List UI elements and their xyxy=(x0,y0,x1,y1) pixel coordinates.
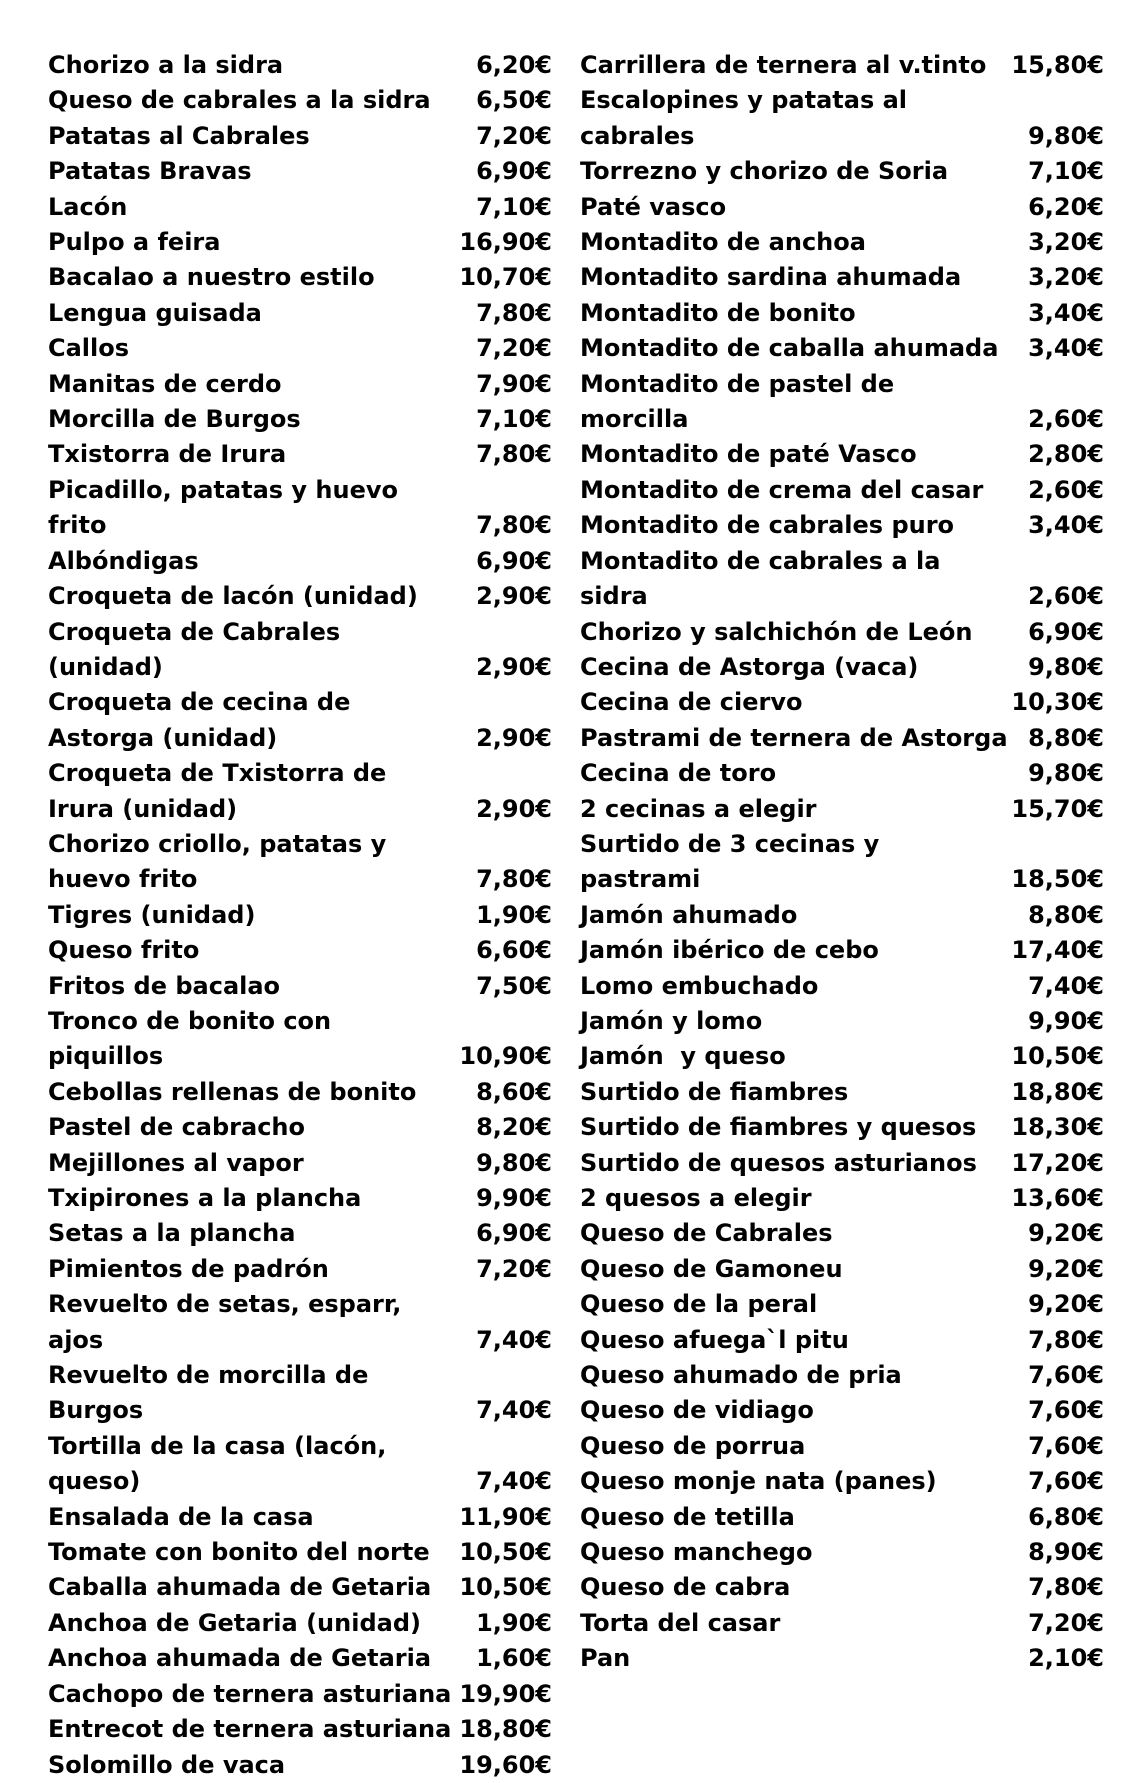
menu-item-name: Chorizo criollo, patatas y huevo frito xyxy=(48,829,387,894)
menu-item xyxy=(48,579,552,614)
menu-item xyxy=(580,1464,1104,1499)
menu-item xyxy=(580,1181,1104,1216)
menu-item-name: Fritos de bacalao xyxy=(48,971,281,1000)
menu-item-name: Txipirones a la plancha xyxy=(48,1184,362,1212)
menu-item xyxy=(48,756,552,827)
menu-item-name: Anchoa ahumada de Getaria xyxy=(48,1644,432,1673)
menu-item-price: 7,20€ xyxy=(476,1254,552,1283)
menu-item-name: Anchoa de Getaria (unidad) xyxy=(48,1608,421,1637)
menu-item xyxy=(580,792,1104,827)
menu-item xyxy=(48,827,552,898)
menu-item xyxy=(580,48,1104,83)
menu-item-price: 8,60€ xyxy=(476,1077,552,1106)
menu-item-price: 9,80€ xyxy=(1028,121,1104,150)
menu-item-price: 7,80€ xyxy=(476,440,552,469)
menu-item xyxy=(580,83,1104,154)
menu-item-name: Solomillo de vaca xyxy=(48,1750,286,1779)
menu-item xyxy=(48,1181,552,1216)
menu-item-name: Queso de tetilla xyxy=(580,1502,795,1531)
menu-item xyxy=(580,1606,1104,1641)
menu-item xyxy=(48,1075,552,1110)
menu-item-name: Morcilla de Burgos xyxy=(48,405,301,434)
menu-item-price: 15,70€ xyxy=(1011,794,1104,823)
menu-item-name: Chorizo a la sidra xyxy=(48,51,284,79)
menu-item-name: Croqueta de Cabrales (unidad) xyxy=(48,617,349,681)
menu-item xyxy=(580,473,1104,508)
menu-item xyxy=(48,1570,552,1605)
menu-item-name: Montadito de cabrales a la sidra xyxy=(580,546,949,611)
menu-item xyxy=(580,190,1104,225)
menu-item-name: Tortilla de la casa (lacón, queso) xyxy=(48,1431,395,1496)
menu-item-name: Montadito sardina ahumada xyxy=(580,263,962,292)
menu-column-left xyxy=(48,48,552,1783)
menu-item-name: Surtido de fiambres xyxy=(580,1077,849,1106)
menu-item xyxy=(580,367,1104,438)
menu-item-price: 7,80€ xyxy=(1028,1573,1104,1602)
menu-item xyxy=(580,1393,1104,1428)
menu-item-name: Paté vasco xyxy=(580,192,727,221)
menu-item-name: Lomo embuchado xyxy=(580,971,819,1000)
menu-item xyxy=(580,225,1104,260)
menu-item-price: 6,90€ xyxy=(476,157,552,186)
menu-item xyxy=(580,615,1104,650)
menu-item-name: Montadito de cabrales puro xyxy=(580,511,955,540)
menu-item-price: 2,90€ xyxy=(476,652,552,681)
menu-item xyxy=(48,685,552,756)
menu-item-price: 7,10€ xyxy=(476,192,552,221)
menu-item xyxy=(48,83,552,118)
menu-item xyxy=(48,437,552,472)
menu-item-price: 9,80€ xyxy=(476,1148,552,1177)
menu-item xyxy=(48,225,552,260)
menu-item-name: Pan xyxy=(580,1644,631,1673)
menu-item-name: Entrecot de ternera asturiana xyxy=(48,1715,452,1744)
menu-item xyxy=(580,508,1104,543)
menu-item-name: Queso monje nata (panes) xyxy=(580,1467,937,1496)
menu-item-name: Cecina de Astorga (vaca) xyxy=(580,652,919,681)
menu-item-price: 3,40€ xyxy=(1028,298,1104,327)
menu-item-price: 7,60€ xyxy=(1028,1431,1104,1460)
menu-item-name: Pulpo a feira xyxy=(48,228,221,257)
menu-item-name: Jamón ibérico de cebo xyxy=(580,936,879,965)
menu-item-name: Chorizo y salchichón de León xyxy=(580,617,973,646)
menu-item-name: Queso de cabrales a la sidra xyxy=(48,86,431,115)
menu-item xyxy=(48,1358,552,1429)
menu-item xyxy=(580,721,1104,756)
menu-item xyxy=(580,756,1104,791)
menu-item xyxy=(580,898,1104,933)
menu-item xyxy=(580,1429,1104,1464)
menu-item-price: 8,80€ xyxy=(1028,900,1104,929)
menu-item-price: 7,10€ xyxy=(1028,157,1104,186)
menu-item-price: 2,60€ xyxy=(1028,405,1104,434)
menu-item-price: 3,40€ xyxy=(1028,334,1104,363)
menu-item-price: 8,80€ xyxy=(1028,723,1104,752)
menu-item xyxy=(48,296,552,331)
menu-item-price: 19,90€ xyxy=(459,1679,552,1708)
menu-item-price: 18,80€ xyxy=(459,1715,552,1744)
menu-item-price: 9,20€ xyxy=(1028,1219,1104,1248)
menu-item-name: Cebollas rellenas de bonito xyxy=(48,1077,417,1106)
menu-item xyxy=(48,1748,552,1783)
menu-item-price: 11,90€ xyxy=(459,1502,552,1531)
menu-item-name: Tronco de bonito con piquillos xyxy=(48,1006,340,1071)
menu-item-price: 7,40€ xyxy=(1028,971,1104,1000)
menu-item-name: Montadito de bonito xyxy=(580,298,856,327)
menu-item xyxy=(48,1004,552,1075)
menu-item-price: 3,20€ xyxy=(1028,228,1104,257)
menu-item-price: 10,50€ xyxy=(459,1573,552,1602)
menu-item-name: Mejillones al vapor xyxy=(48,1148,304,1177)
menu-item-price: 15,80€ xyxy=(1011,51,1104,79)
menu-item-price: 2,80€ xyxy=(1028,440,1104,469)
menu-item-price: 18,50€ xyxy=(1011,865,1104,894)
menu-item-price: 7,80€ xyxy=(476,865,552,894)
menu-item xyxy=(580,827,1104,898)
menu-item-price: 18,30€ xyxy=(1011,1113,1104,1142)
menu-item-price: 6,80€ xyxy=(1028,1502,1104,1531)
menu-item-name: Croqueta de Txistorra de Irura (unidad) xyxy=(48,759,387,823)
menu-item-name: Callos xyxy=(48,334,130,363)
menu-item-price: 9,90€ xyxy=(476,1184,552,1212)
menu-item-name: Picadillo, patatas y huevo frito xyxy=(48,475,407,540)
menu-item-price: 7,80€ xyxy=(476,298,552,327)
menu-item xyxy=(580,969,1104,1004)
menu-item xyxy=(580,260,1104,295)
menu-item xyxy=(48,544,552,579)
menu-item-name: Tigres (unidad) xyxy=(48,900,256,929)
menu-item-name: Txistorra de Irura xyxy=(48,440,287,469)
menu-item xyxy=(580,1358,1104,1393)
menu-item xyxy=(580,1004,1104,1039)
menu-item xyxy=(580,154,1104,189)
menu-item-price: 8,90€ xyxy=(1028,1538,1104,1567)
menu-item-price: 3,20€ xyxy=(1028,263,1104,292)
menu-item-name: Surtido de 3 cecinas y pastrami xyxy=(580,829,888,894)
menu-item-name: Queso afuega`l pitu xyxy=(580,1325,849,1354)
menu-item-name: Tomate con bonito del norte xyxy=(48,1538,430,1567)
menu-item xyxy=(48,1110,552,1145)
menu-item xyxy=(48,1677,552,1712)
menu-item xyxy=(48,260,552,295)
menu-item-price: 2,10€ xyxy=(1028,1644,1104,1673)
menu-item-name: Patatas Bravas xyxy=(48,157,252,186)
menu-item xyxy=(580,1216,1104,1251)
menu-item-price: 18,80€ xyxy=(1011,1077,1104,1106)
menu-item-price: 19,60€ xyxy=(459,1750,552,1779)
menu-item-price: 9,80€ xyxy=(1028,652,1104,681)
menu-item-name: Lacón xyxy=(48,192,128,221)
menu-item xyxy=(48,119,552,154)
menu-item-name: Cachopo de ternera asturiana xyxy=(48,1679,452,1708)
menu-item-price: 7,20€ xyxy=(476,121,552,150)
menu-item-name: Setas a la plancha xyxy=(48,1219,296,1248)
menu-item-price: 6,90€ xyxy=(1028,617,1104,646)
menu-item-price: 2,60€ xyxy=(1028,475,1104,504)
menu-item-name: Surtido de quesos asturianos xyxy=(580,1148,977,1177)
menu-item-name: Montadito de caballa ahumada xyxy=(580,334,999,363)
menu-item-price: 9,90€ xyxy=(1028,1006,1104,1035)
menu-item-name: Lengua guisada xyxy=(48,298,262,327)
menu-item xyxy=(48,615,552,686)
menu-item-price: 10,70€ xyxy=(459,263,552,292)
menu-item-price: 10,30€ xyxy=(1011,688,1104,717)
menu-item xyxy=(48,1252,552,1287)
menu-item-name: Queso ahumado de pria xyxy=(580,1361,902,1390)
menu-item xyxy=(48,969,552,1004)
menu-item-price: 2,90€ xyxy=(476,794,552,823)
menu-item-price: 7,80€ xyxy=(1028,1325,1104,1354)
menu-item-price: 1,90€ xyxy=(476,1608,552,1637)
menu-item-price: 1,60€ xyxy=(476,1644,552,1673)
menu-item xyxy=(580,1535,1104,1570)
menu-item xyxy=(580,1323,1104,1358)
menu-item-name: Torta del casar xyxy=(580,1608,781,1637)
menu-item xyxy=(580,1146,1104,1181)
menu-item-name: Caballa ahumada de Getaria xyxy=(48,1573,432,1602)
menu-item-name: Escalopines y patatas al cabrales xyxy=(580,86,916,150)
menu-item-price: 10,90€ xyxy=(459,1042,552,1071)
menu-item-name: Queso de cabra xyxy=(580,1573,791,1602)
menu-item-price: 13,60€ xyxy=(1011,1184,1104,1212)
menu-item-name: Ensalada de la casa xyxy=(48,1502,314,1531)
menu-item xyxy=(48,1146,552,1181)
menu-item-price: 9,20€ xyxy=(1028,1254,1104,1283)
menu-item-price: 16,90€ xyxy=(459,228,552,257)
menu-column-right xyxy=(580,48,1104,1783)
menu-item xyxy=(48,898,552,933)
menu-item-name: 2 cecinas a elegir xyxy=(580,794,817,823)
menu-item xyxy=(48,48,552,83)
menu-item-name: Queso de la peral xyxy=(580,1290,818,1319)
menu-item-price: 9,20€ xyxy=(1028,1290,1104,1319)
menu-item-name: Cecina de toro xyxy=(580,759,777,788)
menu-item-price: 2,90€ xyxy=(476,582,552,611)
menu-item-price: 7,20€ xyxy=(476,334,552,363)
menu-item-price: 17,40€ xyxy=(1011,936,1104,965)
menu-item xyxy=(580,1570,1104,1605)
menu-item xyxy=(580,1039,1104,1074)
menu-item-name: Montadito de anchoa xyxy=(580,228,866,257)
menu-item-price: 6,90€ xyxy=(476,1219,552,1248)
menu-item xyxy=(48,1429,552,1500)
menu-item xyxy=(48,1606,552,1641)
menu-item-name: Bacalao a nuestro estilo xyxy=(48,263,375,292)
menu-item xyxy=(48,473,552,544)
menu-item-name: Carrillera de ternera al v.tinto xyxy=(580,51,987,79)
menu-item xyxy=(48,1287,552,1358)
menu-item xyxy=(48,190,552,225)
menu-item xyxy=(580,1500,1104,1535)
menu-item-price: 3,40€ xyxy=(1028,511,1104,540)
menu-item xyxy=(48,402,552,437)
menu-item xyxy=(48,331,552,366)
menu-item xyxy=(48,1641,552,1676)
menu-page xyxy=(48,48,1104,1783)
menu-item xyxy=(580,650,1104,685)
menu-item-price: 7,40€ xyxy=(476,1467,552,1496)
menu-item-name: Surtido de fiambres y quesos xyxy=(580,1113,977,1142)
menu-item-name: Jamón ahumado xyxy=(580,900,798,929)
menu-item-name: Pastel de cabracho xyxy=(48,1113,306,1142)
menu-item-price: 2,60€ xyxy=(1028,582,1104,611)
menu-item xyxy=(48,1500,552,1535)
menu-item xyxy=(580,544,1104,615)
menu-item-price: 7,40€ xyxy=(476,1325,552,1354)
menu-item xyxy=(48,367,552,402)
menu-item xyxy=(48,933,552,968)
menu-item-name: Jamón y queso xyxy=(580,1042,786,1071)
menu-item-price: 6,60€ xyxy=(476,936,552,965)
menu-item-name: Montadito de paté Vasco xyxy=(580,440,917,469)
menu-item-name: Revuelto de setas, esparr, ajos xyxy=(48,1290,410,1354)
menu-item-price: 7,10€ xyxy=(476,405,552,434)
menu-item-price: 2,90€ xyxy=(476,723,552,752)
menu-item-name: Patatas al Cabrales xyxy=(48,121,310,150)
menu-item-name: Pastrami de ternera de Astorga xyxy=(580,723,1008,752)
menu-item-price: 6,90€ xyxy=(476,546,552,575)
menu-item-name: 2 quesos a elegir xyxy=(580,1184,812,1212)
menu-item xyxy=(48,1216,552,1251)
menu-item xyxy=(580,296,1104,331)
menu-item xyxy=(48,154,552,189)
menu-item-name: Queso de porrua xyxy=(580,1431,806,1460)
menu-item-price: 1,90€ xyxy=(476,900,552,929)
menu-item xyxy=(48,1535,552,1570)
menu-item-name: Montadito de pastel de morcilla xyxy=(580,369,903,434)
menu-item xyxy=(580,331,1104,366)
menu-item-price: 6,20€ xyxy=(1028,192,1104,221)
menu-item-name: Manitas de cerdo xyxy=(48,369,282,398)
menu-item xyxy=(580,685,1104,720)
menu-item-price: 7,60€ xyxy=(1028,1361,1104,1390)
menu-item-price: 7,60€ xyxy=(1028,1396,1104,1425)
menu-item-name: Queso frito xyxy=(48,936,200,965)
menu-item-price: 7,90€ xyxy=(476,369,552,398)
menu-item-name: Queso manchego xyxy=(580,1538,813,1567)
menu-item-price: 7,40€ xyxy=(476,1396,552,1425)
menu-item-price: 8,20€ xyxy=(476,1113,552,1142)
menu-item-name: Pimientos de padrón xyxy=(48,1254,329,1283)
menu-item-price: 10,50€ xyxy=(459,1538,552,1567)
menu-item-name: Queso de Gamoneu xyxy=(580,1254,843,1283)
menu-item xyxy=(580,933,1104,968)
menu-item xyxy=(580,1287,1104,1322)
menu-item-name: Torrezno y chorizo de Soria xyxy=(580,157,949,186)
menu-item-price: 17,20€ xyxy=(1011,1148,1104,1177)
menu-item xyxy=(580,1641,1104,1676)
menu-item-price: 7,20€ xyxy=(1028,1608,1104,1637)
menu-item-price: 7,60€ xyxy=(1028,1467,1104,1496)
menu-item-name: Queso de vidiago xyxy=(580,1396,814,1425)
menu-item-name: Croqueta de cecina de Astorga (unidad) xyxy=(48,688,351,752)
menu-item-name: Cecina de ciervo xyxy=(580,688,803,717)
menu-item-name: Queso de Cabrales xyxy=(580,1219,833,1248)
menu-item-price: 6,50€ xyxy=(476,86,552,115)
menu-item-name: Jamón y lomo xyxy=(580,1006,763,1035)
menu-item-name: Montadito de crema del casar xyxy=(580,475,984,504)
menu-item-price: 7,50€ xyxy=(476,971,552,1000)
menu-item xyxy=(48,1712,552,1747)
menu-item-price: 6,20€ xyxy=(476,51,552,79)
menu-item xyxy=(580,1252,1104,1287)
menu-item xyxy=(580,1075,1104,1110)
menu-item-price: 7,80€ xyxy=(476,511,552,540)
menu-item xyxy=(580,437,1104,472)
menu-item-name: Albóndigas xyxy=(48,546,199,575)
menu-item-price: 10,50€ xyxy=(1011,1042,1104,1071)
menu-item xyxy=(580,1110,1104,1145)
menu-item-name: Croqueta de lacón (unidad) xyxy=(48,582,418,611)
menu-item-price: 9,80€ xyxy=(1028,759,1104,788)
menu-item-name: Revuelto de morcilla de Burgos xyxy=(48,1361,377,1425)
